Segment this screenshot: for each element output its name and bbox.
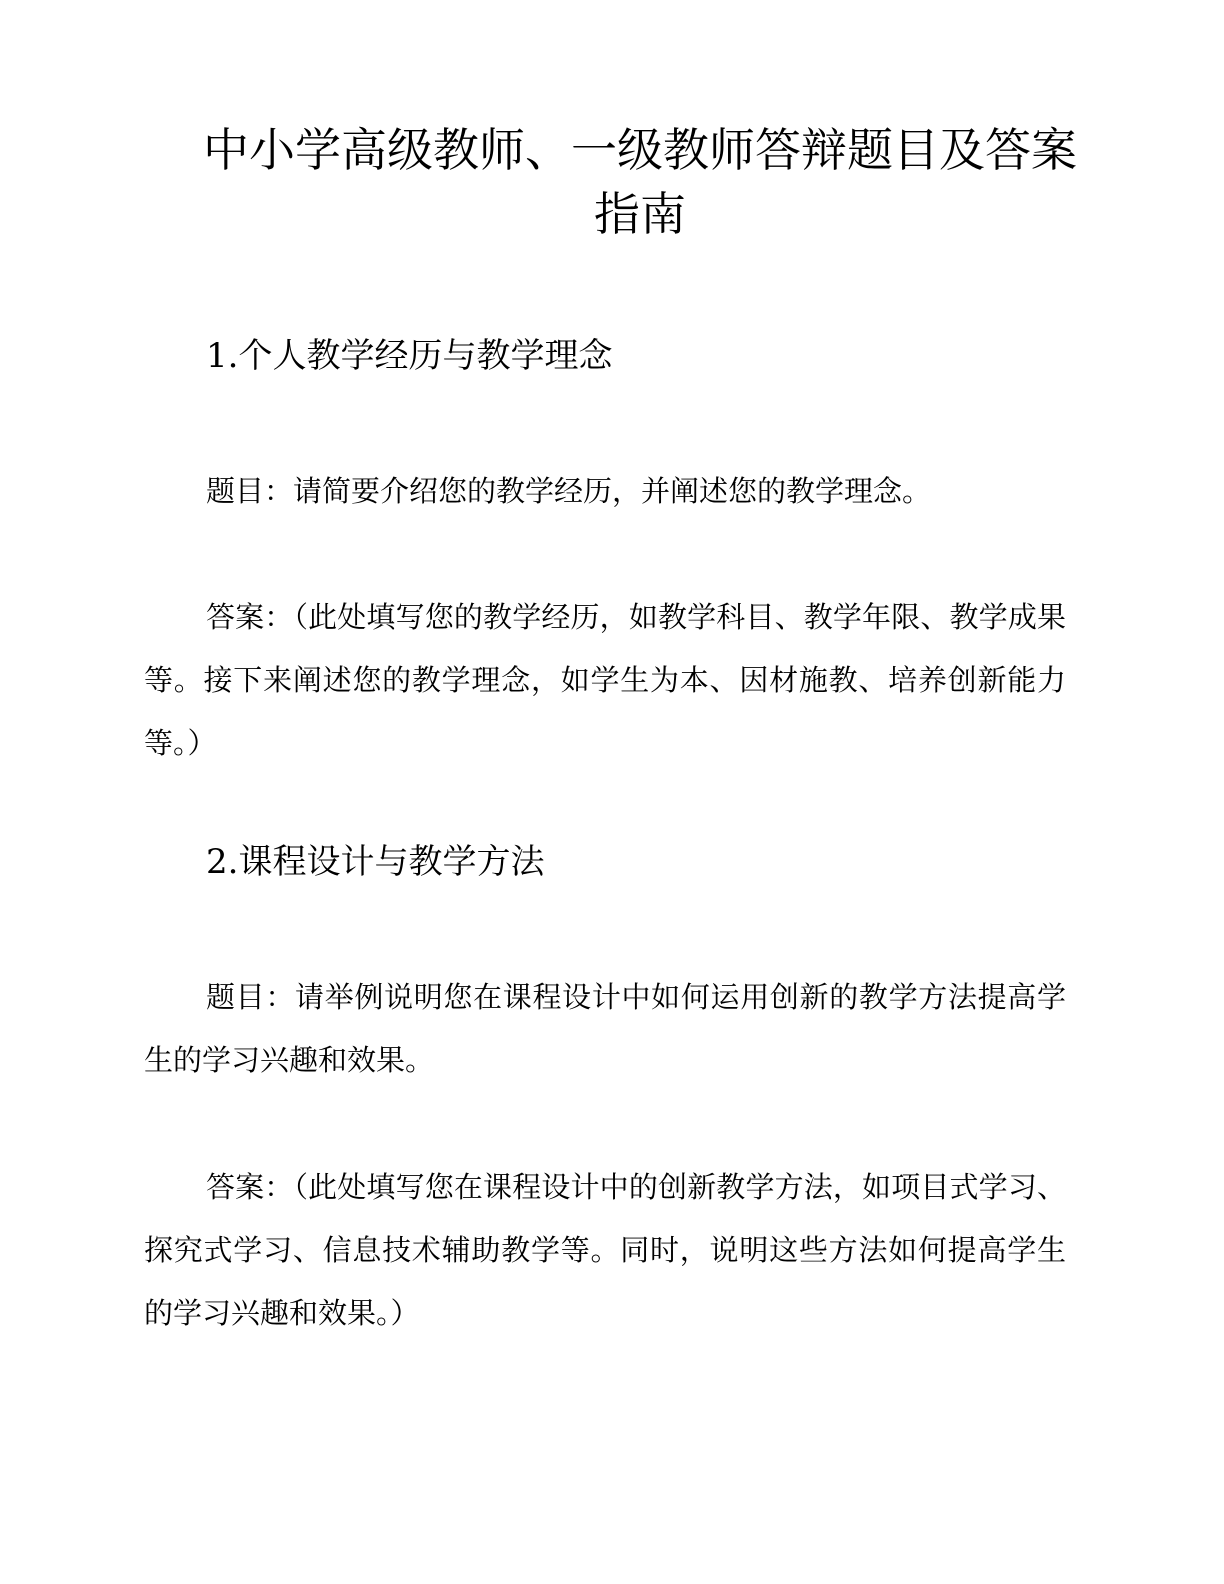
section-1-answer: 答案：（此处填写您的教学经历，如教学科目、教学年限、教学成果等。接下来阐述您的教学理念，如学生为本、因材施教、培养创新能力等。）	[144, 600, 1066, 760]
section-heading-2: 2.课程设计与教学方法	[206, 842, 545, 882]
section-2-question: 题目：请举例说明您在课程设计中如何运用创新的教学方法提高学生的学习兴趣和效果。	[144, 980, 1066, 1077]
document-title: 中小学高级教师、一级教师答辩题目及答案指南	[203, 123, 1077, 241]
section-2-answer: 答案：（此处填写您在课程设计中的创新教学方法，如项目式学习、探究式学习、信息技术辅助教学等。同时，说明这些方法如何提高学生的学习兴趣和效果。）	[144, 1170, 1066, 1330]
section-heading-1: 1.个人教学经历与教学理念	[206, 336, 613, 376]
section-1-question: 题目：请简要介绍您的教学经历，并阐述您的教学理念。	[206, 474, 932, 508]
